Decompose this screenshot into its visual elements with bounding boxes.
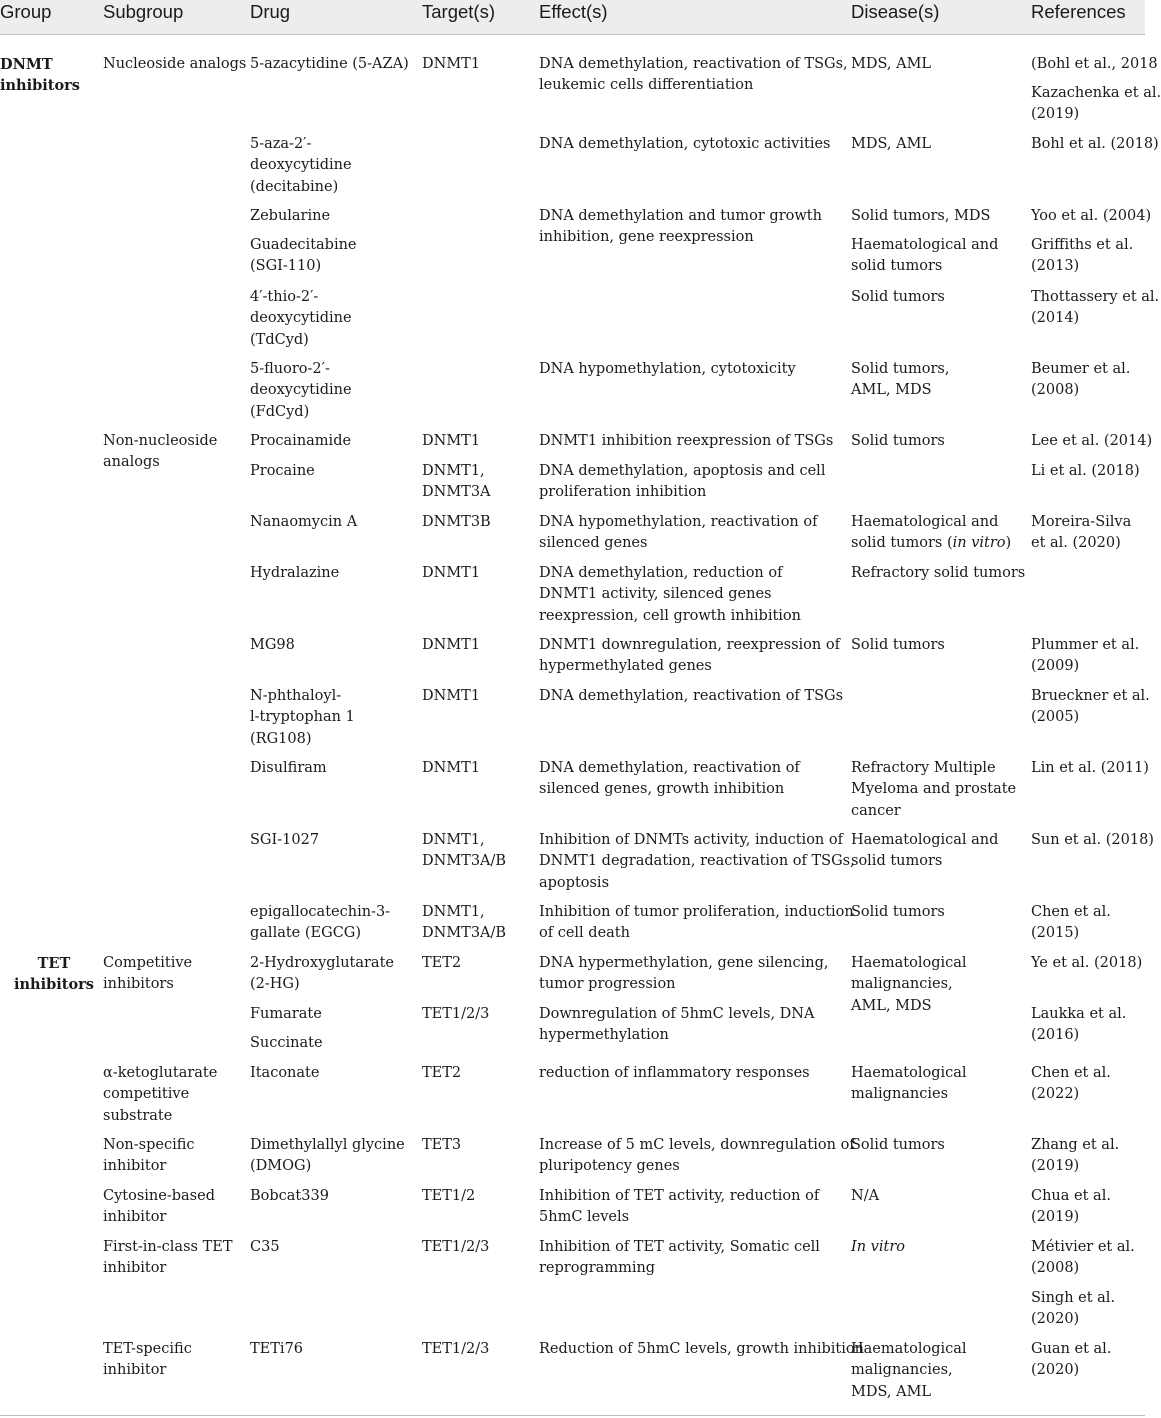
- drug-cell: Succinate: [250, 1035, 323, 1051]
- subgroup-cell: Competitive inhibitors: [103, 955, 193, 993]
- disease-cell: Haematological malignancies, MDS, AML: [851, 1341, 967, 1400]
- drug-cell: 5-azacytidine (5-AZA): [250, 56, 409, 72]
- drug-cell: Nanaomycin A: [250, 514, 358, 530]
- reference-cell: Lee et al. (2014): [1031, 433, 1153, 449]
- drug-cell: Procaine: [250, 463, 315, 479]
- effect-cell: DNA demethylation, reactivation of silenced genes, growth inhibition: [539, 760, 800, 798]
- drug-cell: Dimethylallyl glycine (DMOG): [250, 1137, 405, 1175]
- disease-cell: Haematological malignancies, AML, MDS: [851, 955, 967, 1014]
- target-cell: DNMT1: [422, 565, 481, 581]
- effect-cell: DNA demethylation, reactivation of TSGs, leukemic cells differentiation: [539, 56, 848, 94]
- header-effects: Effect(s): [539, 1, 608, 22]
- table-bottom-rule: [0, 1415, 1145, 1416]
- target-cell: DNMT1, DNMT3A/B: [422, 832, 507, 870]
- effect-cell: Downregulation of 5hmC levels, DNA hypermethylation: [539, 1006, 815, 1044]
- reference-cell: Plummer et al. (2009): [1031, 637, 1140, 675]
- drug-cell: MG98: [250, 637, 295, 653]
- disease-cell: Haematological malignancies: [851, 1065, 967, 1103]
- group-cell: TET inhibitors: [14, 955, 94, 994]
- disease-cell: Solid tumors: [851, 433, 945, 449]
- subgroup-cell: First-in-class TET inhibitor: [103, 1239, 233, 1277]
- target-cell: TET2: [422, 1065, 462, 1081]
- effect-cell: DNMT1 downregulation, reexpression of hypermethylated genes: [539, 637, 840, 675]
- drug-cell: SGI-1027: [250, 832, 320, 848]
- target-cell: DNMT1, DNMT3A/B: [422, 904, 507, 942]
- disease-cell: Refractory Multiple Myeloma and prostate cancer: [851, 760, 1017, 819]
- effect-cell: DNA demethylation and tumor growth inhibition, gene reexpression: [539, 208, 822, 246]
- drug-cell: 5-aza-2′- deoxycytidine (decitabine): [250, 136, 352, 195]
- effect-cell: Inhibition of TET activity, reduction of 5hmC levels: [539, 1188, 820, 1226]
- disease-cell: Solid tumors, AML, MDS: [851, 361, 950, 399]
- disease-cell: Solid tumors: [851, 637, 945, 653]
- reference-cell: Lin et al. (2011): [1031, 760, 1149, 776]
- disease-cell: Haematological and solid tumors: [851, 237, 999, 275]
- reference-cell: Beumer et al. (2008): [1031, 361, 1131, 399]
- effect-cell: Inhibition of TET activity, Somatic cell reprogramming: [539, 1239, 820, 1277]
- drug-cell: C35: [250, 1239, 280, 1255]
- effect-cell: Inhibition of tumor proliferation, induction of cell death: [539, 904, 854, 942]
- drug-cell: Disulfiram: [250, 760, 327, 776]
- disease-cell: MDS, AML: [851, 136, 932, 152]
- reference-cell: (Bohl et al., 2018: [1031, 56, 1158, 72]
- effect-cell: DNA demethylation, apoptosis and cell proliferation inhibition: [539, 463, 826, 501]
- effect-cell: DNA hypermethylation, gene silencing, tumor progression: [539, 955, 829, 993]
- disease-cell: Solid tumors, MDS: [851, 208, 991, 224]
- reference-cell: Yoo et al. (2004): [1031, 208, 1152, 224]
- drug-cell: Hydralazine: [250, 565, 340, 581]
- disease-cell: Haematological and solid tumors (in vitro): [851, 514, 1012, 552]
- target-cell: DNMT1: [422, 760, 481, 776]
- subgroup-cell: Cytosine-based inhibitor: [103, 1188, 215, 1226]
- subgroup-cell: TET-specific inhibitor: [103, 1341, 192, 1379]
- reference-cell: Chen et al. (2015): [1031, 904, 1111, 942]
- target-cell: DNMT3B: [422, 514, 491, 530]
- drug-cell: Fumarate: [250, 1006, 322, 1022]
- target-cell: DNMT1: [422, 637, 481, 653]
- disease-cell: N/A: [851, 1188, 880, 1204]
- target-cell: TET1/2/3: [422, 1341, 490, 1357]
- header-diseases: Disease(s): [851, 1, 940, 22]
- effect-cell: Inhibition of DNMTs activity, induction of DNMT1 degradation, reactivation of TSGs, apoptosis: [539, 832, 855, 891]
- header-group: Group: [0, 1, 52, 22]
- header-subgroup: Subgroup: [103, 1, 184, 22]
- target-cell: TET1/2: [422, 1188, 476, 1204]
- reference-cell: Singh et al. (2020): [1031, 1290, 1116, 1328]
- reference-cell: Li et al. (2018): [1031, 463, 1140, 479]
- header-divider: [0, 34, 1145, 35]
- reference-cell: Ye et al. (2018): [1031, 955, 1143, 971]
- reference-cell: Zhang et al. (2019): [1031, 1137, 1120, 1175]
- reference-cell: Guan et al. (2020): [1031, 1341, 1112, 1379]
- disease-cell: MDS, AML: [851, 56, 932, 72]
- effect-cell: Reduction of 5hmC levels, growth inhibition: [539, 1341, 864, 1357]
- effect-cell: DNA demethylation, reduction of DNMT1 activity, silenced genes reexpression, cell growth inhibition: [539, 565, 801, 624]
- reference-cell: Chen et al. (2022): [1031, 1065, 1111, 1103]
- reference-cell: Griffiths et al. (2013): [1031, 237, 1134, 275]
- drug-cell: Guadecitabine (SGI-110): [250, 237, 357, 275]
- header-references: References: [1031, 1, 1126, 22]
- reference-cell: Moreira-Silva et al. (2020): [1031, 514, 1132, 552]
- target-cell: TET3: [422, 1137, 462, 1153]
- reference-cell: Bohl et al. (2018): [1031, 136, 1159, 152]
- drug-cell: 4′-thio-2′- deoxycytidine (TdCyd): [250, 289, 352, 348]
- effect-cell: reduction of inflammatory responses: [539, 1065, 810, 1081]
- subgroup-cell: α-ketoglutarate competitive substrate: [103, 1065, 218, 1124]
- reference-cell: Sun et al. (2018): [1031, 832, 1154, 848]
- target-cell: TET2: [422, 955, 462, 971]
- drug-cell: epigallocatechin-3- gallate (EGCG): [250, 904, 391, 942]
- effect-cell: Increase of 5 mC levels, downregulation of pluripotency genes: [539, 1137, 855, 1175]
- disease-cell: In vitro: [851, 1239, 905, 1255]
- reference-cell: Laukka et al. (2016): [1031, 1006, 1127, 1044]
- drug-cell: 5-fluoro-2′- deoxycytidine (FdCyd): [250, 361, 352, 420]
- reference-cell: Thottassery et al. (2014): [1031, 289, 1160, 327]
- drug-cell: Itaconate: [250, 1065, 320, 1081]
- target-cell: DNMT1, DNMT3A: [422, 463, 491, 501]
- subgroup-cell: Non-specific inhibitor: [103, 1137, 195, 1175]
- target-cell: DNMT1: [422, 56, 481, 72]
- header-drug: Drug: [250, 1, 291, 22]
- drug-cell: 2-Hydroxyglutarate (2-HG): [250, 955, 394, 993]
- drug-cell: TETi76: [250, 1341, 304, 1357]
- target-cell: DNMT1: [422, 433, 481, 449]
- drug-cell: Procainamide: [250, 433, 352, 449]
- disease-cell: Solid tumors: [851, 289, 945, 305]
- reference-cell: Kazachenka et al. (2019): [1031, 85, 1161, 123]
- drug-cell: Zebularine: [250, 208, 331, 224]
- reference-cell: Chua et al. (2019): [1031, 1188, 1111, 1226]
- effect-cell: DNA demethylation, reactivation of TSGs: [539, 688, 844, 704]
- subgroup-cell: Nucleoside analogs: [103, 56, 247, 72]
- target-cell: DNMT1: [422, 688, 481, 704]
- subgroup-cell: Non-nucleoside analogs: [103, 433, 218, 471]
- disease-cell: Solid tumors: [851, 904, 945, 920]
- group-cell: DNMT inhibitors: [0, 56, 80, 95]
- effect-cell: DNA hypomethylation, cytotoxicity: [539, 361, 796, 377]
- effect-cell: DNA hypomethylation, reactivation of silenced genes: [539, 514, 818, 552]
- target-cell: TET1/2/3: [422, 1006, 490, 1022]
- disease-cell: Refractory solid tumors: [851, 565, 1026, 581]
- header-targets: Target(s): [422, 1, 495, 22]
- effect-cell: DNMT1 inhibition reexpression of TSGs: [539, 433, 834, 449]
- reference-cell: Métivier et al. (2008): [1031, 1239, 1135, 1277]
- reference-cell: Brueckner et al. (2005): [1031, 688, 1150, 726]
- target-cell: TET1/2/3: [422, 1239, 490, 1255]
- drug-cell: N-phthaloyl- l-tryptophan 1 (RG108): [250, 688, 355, 747]
- drug-cell: Bobcat339: [250, 1188, 329, 1204]
- disease-cell: Solid tumors: [851, 1137, 945, 1153]
- effect-cell: DNA demethylation, cytotoxic activities: [539, 136, 831, 152]
- disease-cell: Haematological and solid tumors: [851, 832, 999, 870]
